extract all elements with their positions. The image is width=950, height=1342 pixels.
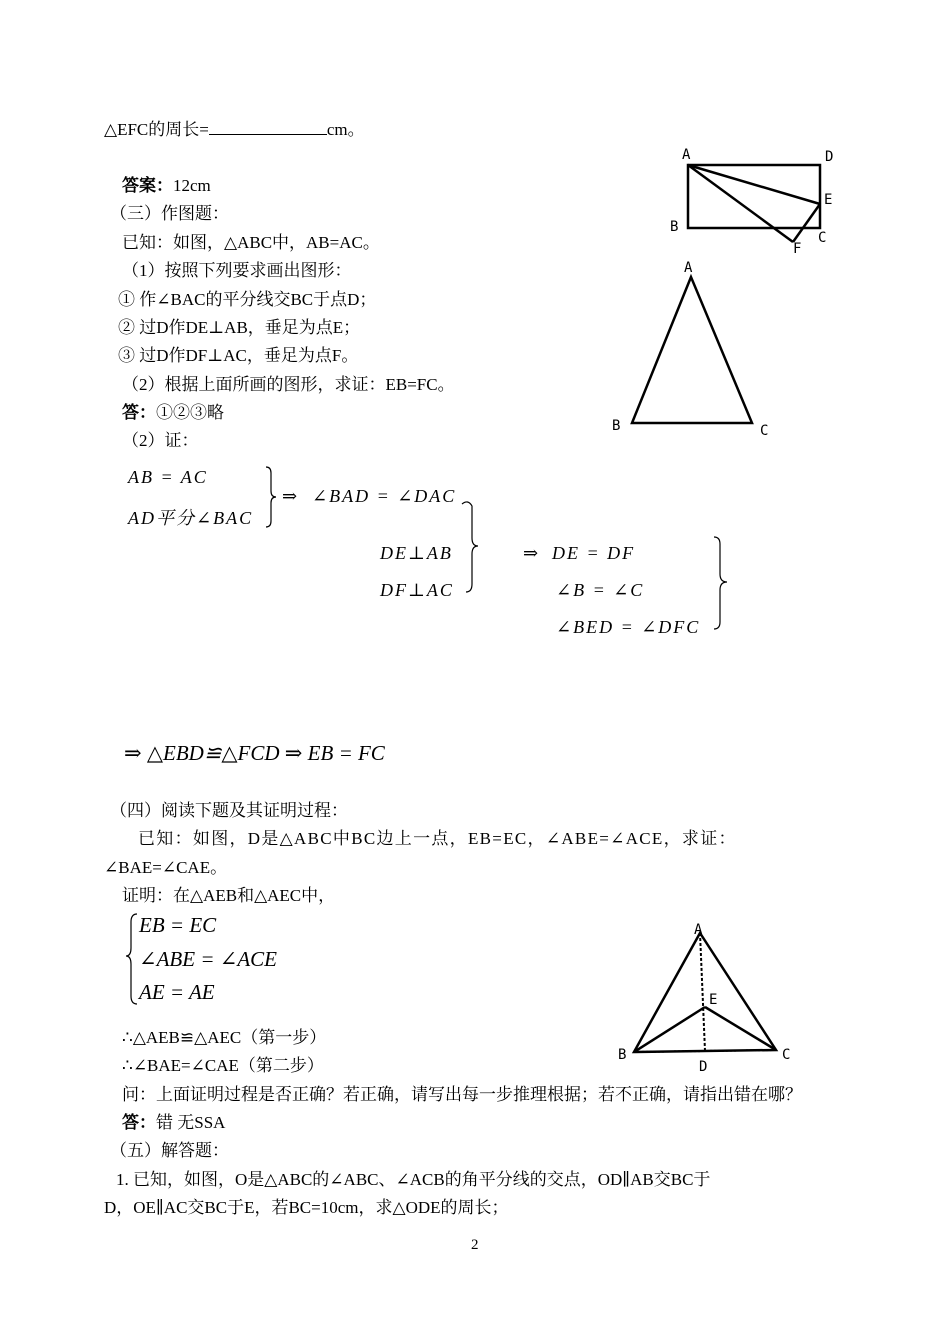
proof-result-2: DE = DF (552, 543, 636, 563)
proof-line-4: DF⊥AC (380, 580, 454, 600)
fig1-label-d: D (825, 149, 834, 165)
answer-value: ①②③略 (156, 403, 224, 422)
efc-perimeter-suffix: cm。 (326, 120, 365, 139)
section-3-part2: （2）根据上面所画的图形，求证：EB=FC。 (122, 375, 455, 394)
efc-perimeter-prefix: △EFC的周长= (104, 120, 209, 139)
answer-label: 答案： (122, 176, 173, 195)
fig1-label-b: B (670, 219, 679, 235)
section-3-step2: ② 过D作DE⊥AB，垂足为点E； (118, 318, 361, 337)
figure-isosceles-triangle (600, 255, 800, 445)
proof-line-2: AD平分∠BAC (128, 508, 254, 528)
proof-result-3: ∠B = ∠C (556, 580, 645, 600)
section-4-step-2: ∴∠BAE=∠CAE（第二步） (122, 1056, 324, 1075)
section-4-answer (122, 1112, 225, 1134)
proof-conclusion: ⇒ △EBD≌△FCD ⇒ EB = FC (124, 741, 385, 765)
section-5-question-1b: D，OE∥AC交BC于E，若BC=10cm，求△ODE的周长； (104, 1198, 509, 1217)
proof-line-3: DE⊥AB (380, 543, 453, 563)
proof-line-1: AB = AC (128, 467, 208, 487)
fig1-label-a: A (682, 147, 691, 163)
fig3-label-e: E (709, 992, 718, 1008)
fig2-label-b: B (612, 418, 621, 434)
answer-value: 12cm (173, 176, 211, 195)
section-4-step-1: ∴△AEB≌△AEC（第一步） (122, 1028, 327, 1047)
proof-result-1: ∠BAD = ∠DAC (312, 486, 457, 506)
fig3-label-a: A (694, 922, 703, 938)
fig1-label-e: E (824, 192, 833, 208)
fig1-label-c: C (818, 230, 827, 246)
section-3-proof-label: （2）证： (122, 431, 199, 450)
fig3-label-b: B (618, 1047, 627, 1063)
system-line-2: ∠ABE = ∠ACE (139, 947, 278, 971)
answer-value: 错 无SSA (156, 1113, 226, 1132)
section-4-given-2: ∠BAE=∠CAE。 (104, 858, 228, 877)
proof-arrow-2: ⇒ (523, 543, 541, 563)
fig3-label-d: D (699, 1059, 708, 1075)
answer-label: 答： (122, 403, 156, 422)
system-line-3: AE = AE (139, 980, 215, 1004)
figure-triangle-point-e (610, 915, 810, 1075)
proof-arrow-1: ⇒ (282, 486, 300, 506)
section-3-given: 已知：如图，△ABC中，AB=AC。 (122, 233, 380, 252)
figure-rectangle-fold (660, 140, 860, 260)
fig2-label-a: A (684, 260, 693, 276)
fig3-label-c: C (782, 1047, 791, 1063)
section-3-step3: ③ 过D作DF⊥AC，垂足为点F。 (118, 346, 359, 365)
page-number: 2 (471, 1237, 479, 1253)
section-4-proof-intro: 证明：在△AEB和△AEC中， (122, 886, 336, 905)
section-3-step1: ① 作∠BAC的平分线交BC于点D； (118, 290, 377, 309)
section-4-given-1: 已知：如图，D是△ABC中BC边上一点，EB=EC，∠ABE=∠ACE，求证： (138, 829, 737, 848)
answer-label: 答： (122, 1113, 156, 1132)
section-5-question-1a: 1. 已知，如图，O是△ABC的∠ABC、∠ACB的角平分线的交点，OD∥AB交BC于 (116, 1170, 711, 1189)
fig1-label-f: F (793, 241, 802, 257)
section-3-title: （三）作图题： (110, 204, 229, 223)
section-5-title: （五）解答题： (110, 1141, 229, 1160)
fig2-label-c: C (760, 423, 769, 439)
system-line-1: EB = EC (139, 913, 217, 937)
section-4-title: （四）阅读下题及其证明过程： (110, 801, 348, 820)
section-4-question: 问：上面证明过程是否正确？若正确，请写出每一步推理根据；若不正确，请指出错在哪？ (122, 1085, 802, 1104)
section-3-part1: （1）按照下列要求画出图形： (122, 261, 352, 280)
proof-result-4: ∠BED = ∠DFC (556, 617, 701, 637)
